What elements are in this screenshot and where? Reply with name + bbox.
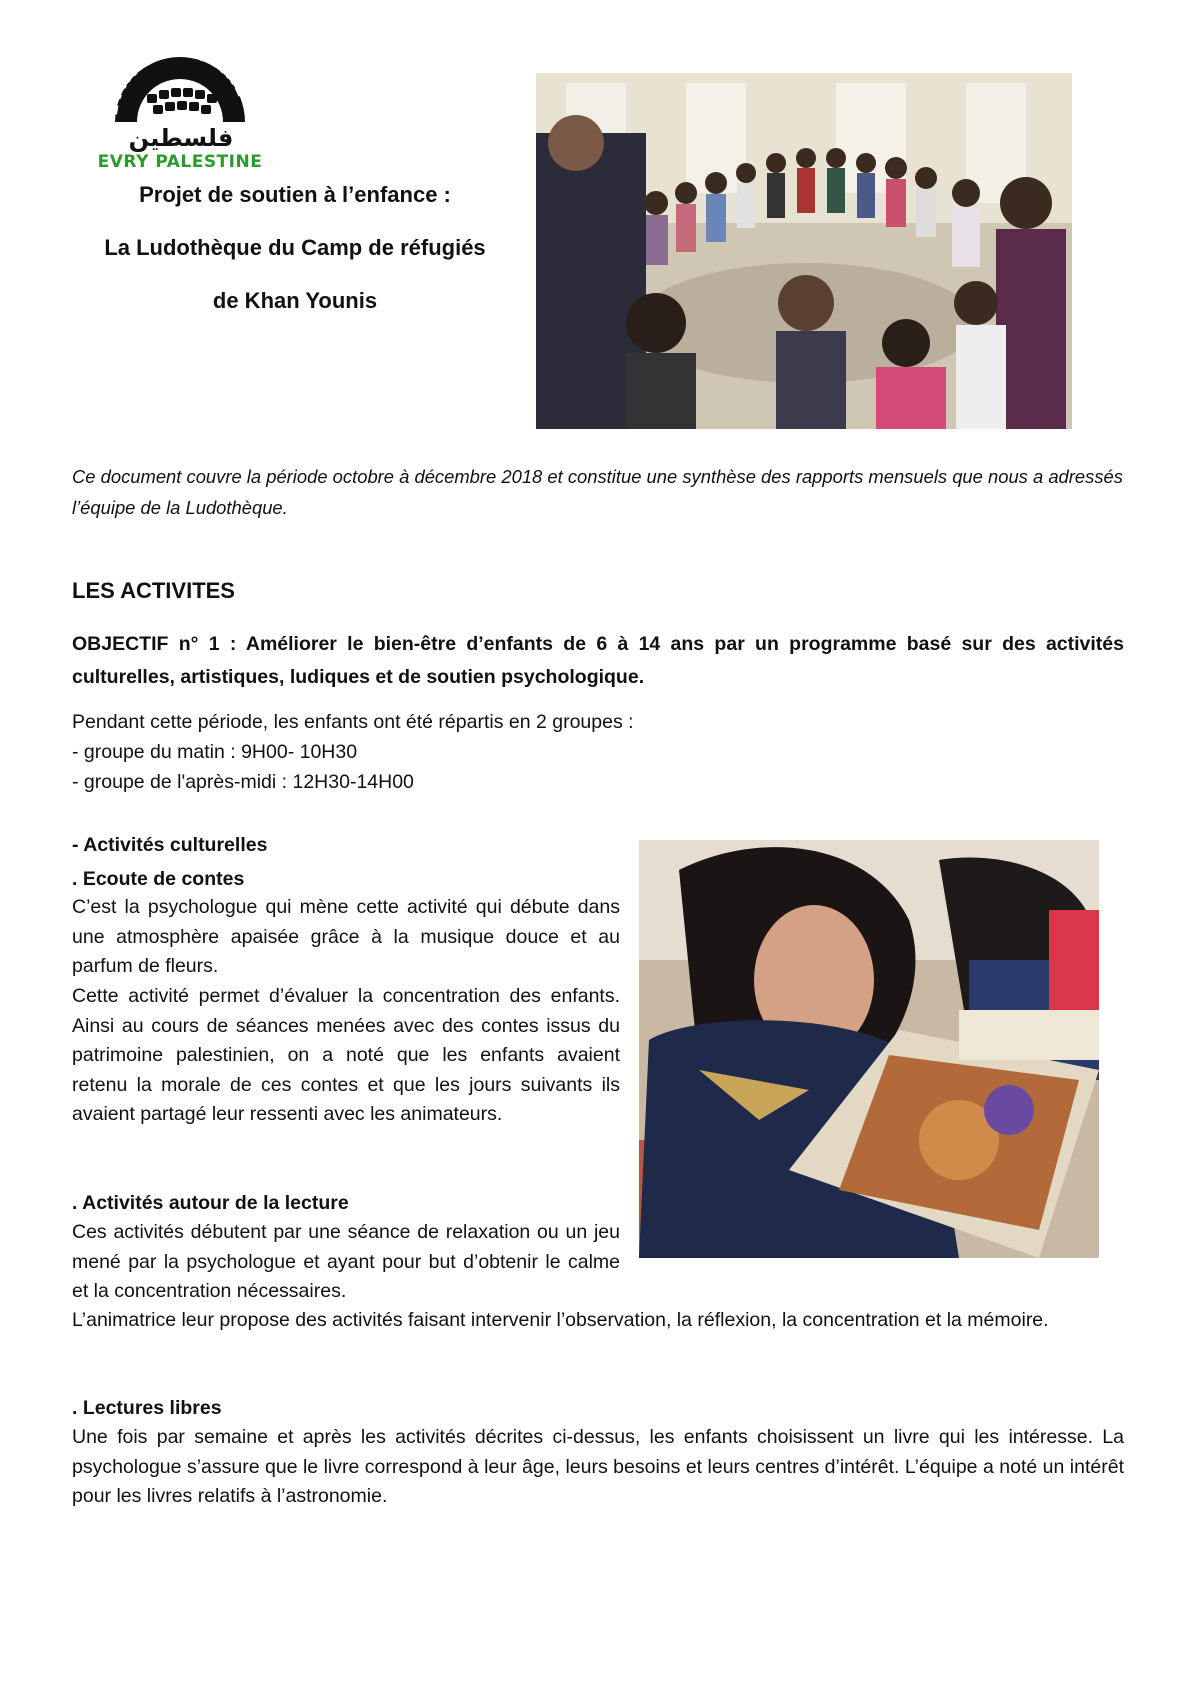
logo-arc-text: EVRY PALESTINE	[102, 48, 254, 117]
evry-palestine-logo	[95, 48, 265, 178]
stories-heading: . Ecoute de contes	[72, 868, 245, 890]
logo-caption: EVRY PALESTINE	[97, 152, 263, 172]
groups-intro: Pendant cette période, les enfants ont été répartis en 2 groupes :	[72, 711, 634, 733]
title-line-2: La Ludothèque du Camp de réfugiés	[104, 235, 486, 260]
reading-heading: . Activités autour de la lecture	[72, 1192, 349, 1214]
girls-reading-photo	[639, 840, 1099, 1258]
objective-1: OBJECTIF n° 1 : Améliorer le bien-être d’enfants de 6 à 14 ans par un programme basé sur des activités culturelles, artistiques, ludiques et de soutien psychologique.	[72, 633, 1124, 688]
reading-paragraph-2: L’animatrice leur propose des activités faisant intervenir l’observation, la réflexion, la concentration et la mémoire.	[72, 1309, 1049, 1331]
title-line-1: Projet de soutien à l’enfance :	[139, 182, 451, 207]
free-reading-heading: . Lectures libres	[72, 1397, 222, 1419]
free-reading-paragraph: Une fois par semaine et après les activités décrites ci-dessus, les enfants choisissent un livre qui les intéresse. La psychologue s’assure que le livre correspond à leur âge, leurs besoins et leurs centres d’intérêt. L’équipe a noté un intérêt pour les livres relatifs à l’astronomie.	[72, 1426, 1124, 1507]
logo-arabic-text: فلسطين	[128, 124, 234, 152]
intro-paragraph: Ce document couvre la période octobre à décembre 2018 et constitue une synthèse des rapports mensuels que nous a adressés l’équipe de la Ludothèque.	[72, 466, 1123, 518]
title-line-3: de Khan Younis	[212, 288, 378, 313]
logo-emblem-icon	[95, 48, 265, 152]
children-circle-photo	[536, 73, 1072, 429]
group-morning: - groupe du matin : 9H00- 10H30	[72, 741, 358, 763]
group-afternoon: - groupe de l'après-midi : 12H30-14H00	[72, 771, 414, 793]
section-heading: LES ACTIVITES	[72, 578, 235, 603]
cultural-heading: - Activités culturelles	[72, 834, 268, 856]
stories-paragraph-1: C’est la psychologue qui mène cette activité qui débute dans une atmosphère apaisée grâce à la musique douce et au parfum de fleurs.	[72, 896, 620, 977]
stories-paragraph-2: Cette activité permet d’évaluer la concentration des enfants. Ainsi au cours de séances menées avec des contes issus du patrimoine palestinien, on a noté que les enfants avaient retenu la morale de ces contes et que les jours suivants ils avaient partagé leur ressenti avec les animateurs.	[72, 985, 620, 1125]
reading-paragraph-1: Ces activités débutent par une séance de relaxation ou un jeu mené par la psychologue et ayant pour but d’obtenir le calme et la concentration nécessaires.	[72, 1221, 620, 1302]
